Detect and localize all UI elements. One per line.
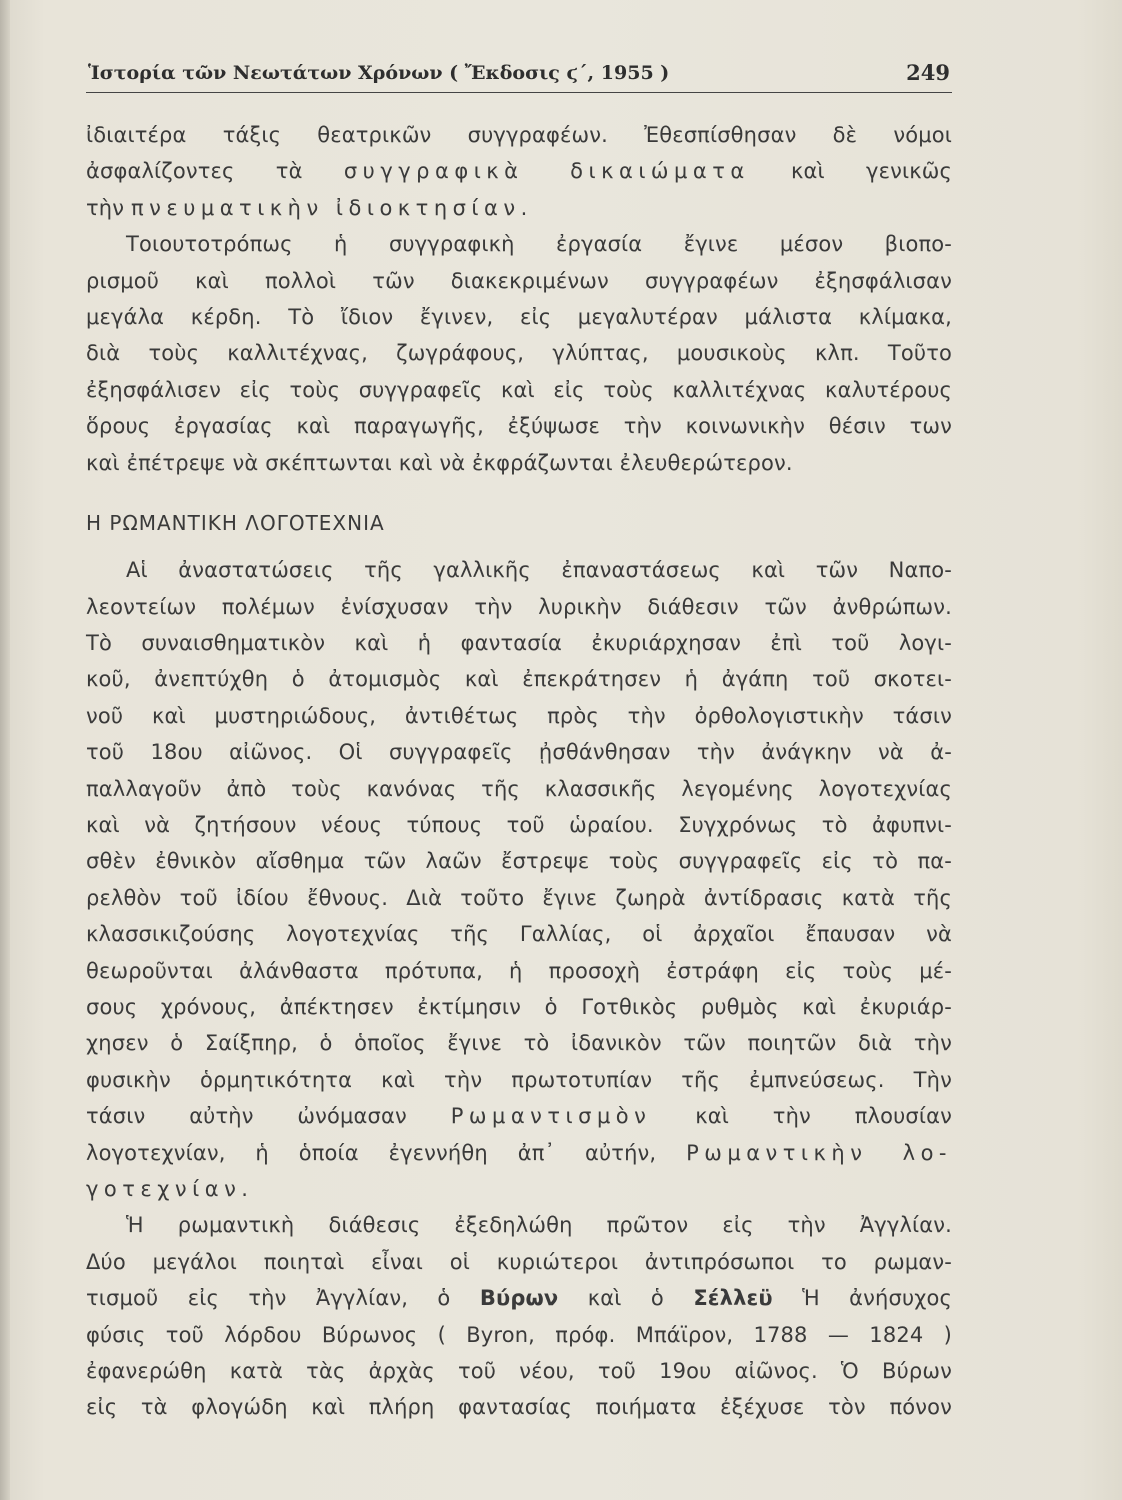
text-line: θεωροῦνται ἀλάνθαστα πρότυπα, ἡ προσοχὴ ἐστράφη εἰς τοὺς μέ- — [86, 958, 952, 983]
text-line: Δύο μεγάλοι ποιηταὶ εἶναι οἱ κυριώτεροι ἀντιπρόσωποι το ρωμαν- — [86, 1249, 952, 1274]
spaced-term: Ρωμαντισμὸν — [450, 1104, 652, 1129]
text-line: Τὸ συναισθηματικὸν καὶ ἡ φαντασία ἐκυριάρχησαν ἐπὶ τοῦ λογι- — [86, 631, 952, 656]
text-line — [86, 1171, 952, 1207]
page-binding-edge — [0, 0, 10, 1500]
text-line: ὅρους ἐργασίας καὶ παραγωγῆς, ἐξύψωσε τὴν κοινωνικὴν θέσιν των — [86, 414, 952, 439]
text-line: παλλαγοῦν ἀπὸ τοὺς κανόνας τῆς κλασσικῆς λεγομένης λογοτεχνίας — [86, 776, 952, 801]
bold-name: Βύρων — [479, 1286, 559, 1311]
text-line: καὶ νὰ ζητήσουν νέους τύπους τοῦ ὡραίου. Συγχρόνως τὸ ἀφυπνι- — [86, 813, 952, 838]
text-line: Ἡ ρωμαντικὴ διάθεσις ἐξεδηλώθη πρῶτον εἰς τὴν Ἀγγλίαν. — [126, 1213, 952, 1238]
text-line: Τοιουτοτρόπως ἡ συγγραφικὴ ἐργασία ἔγινε μέσον βιοπο- — [126, 232, 952, 257]
page-header — [86, 58, 952, 93]
text-line: ἐφανερώθη κατὰ τὰς ἀρχὰς τοῦ νέου, τοῦ 19ου αἰῶνος. Ὁ Βύρων — [86, 1358, 952, 1383]
text-line: τοῦ 18ου αἰῶνος. Οἱ συγγραφεῖς ᾐσθάνθησαν τὴν ἀνάγκην νὰ ἀ- — [86, 740, 952, 765]
text-line: καὶ ἐπέτρεψε νὰ σκέπτωνται καὶ νὰ ἐκφράζωνται ἐλευθερώτερον. — [86, 450, 793, 475]
text-line: φύσις τοῦ λόρδου Βύρωνος ( Byron, πρόφ. Μπάϊρον, 1788 — 1824 ) — [86, 1322, 952, 1347]
text-line: τάσιν αὐτὴν ὠνόμασαν Ρωμαντισμὸν καὶ τὴν πλουσίαν — [86, 1104, 952, 1129]
text-line: διὰ τοὺς καλλιτέχνας, ζωγράφους, γλύπτας, μουσικοὺς κλπ. Τοῦτο — [86, 341, 952, 366]
page-number: 249 — [906, 60, 950, 85]
text-line: κλασσικιζούσης λογοτεχνίας τῆς Γαλλίας, οἱ ἀρχαῖοι ἔπαυσαν νὰ — [86, 922, 952, 947]
spaced-term: Ρωμαντικὴν λο- — [686, 1140, 952, 1165]
text-line: ρελθὸν τοῦ ἰδίου ἔθνους. Διὰ τοῦτο ἔγινε ζωηρὰ ἀντίδρασις κατὰ τῆς — [86, 885, 952, 910]
section-heading: Η ΡΩΜΑΝΤΙΚΗ ΛΟΓΟΤΕΧΝΙΑ — [86, 510, 385, 535]
text-line: χησεν ὁ Σαίξπηρ, ὁ ὁποῖος ἔγινε τὸ ἰδανικὸν τῶν ποιητῶν διὰ τὴν — [86, 1031, 952, 1056]
text-line: ἀσφαλίζοντες τὰ συγγραφικὰ δικαιώματα καὶ γενικῶς — [86, 159, 953, 184]
text-line: Αἱ ἀναστατώσεις τῆς γαλλικῆς ἐπαναστάσεως καὶ τῶν Ναπο- — [126, 558, 952, 583]
running-title: Ἱστορία τῶν Νεωτάτων Χρόνων ( Ἔκδοσις ϛ΄, 1955 ) — [88, 62, 670, 84]
text-line: ἰδιαιτέρα τάξις θεατρικῶν συγγραφέων. Ἐθεσπίσθησαν δὲ νόμοι — [86, 123, 952, 147]
body-text — [86, 117, 952, 1426]
text-line: λογοτεχνίαν, ἡ ὁποία ἐγεννήθη ἀπ᾿ αὐτήν, Ρωμαντικὴν λο- — [86, 1140, 952, 1165]
text-line: εἰς τὰ φλογώδη καὶ πλήρη φαντασίας ποιήματα ἐξέχυσε τὸν πόνον — [86, 1395, 952, 1420]
text-line: λεοντείων πολέμων ἐνίσχυσαν τὴν λυρικὴν διάθεσιν τῶν ἀνθρώπων. — [86, 594, 952, 619]
text-line: σθὲν ἐθνικὸν αἴσθημα τῶν λαῶν ἔστρεψε τοὺς συγγραφεῖς εἰς τὸ πα- — [86, 849, 952, 874]
text-line: ρισμοῦ καὶ πολλοὶ τῶν διακεκριμένων συγγραφέων ἐξησφάλισαν — [86, 268, 952, 293]
text-line: φυσικὴν ὁρμητικότητα καὶ τὴν πρωτοτυπίαν τῆς ἐμπνεύσεως. Τὴν — [86, 1067, 952, 1092]
text-line: τὴν πνευματικὴν ἰδιοκτησίαν. — [86, 195, 533, 220]
bold-name: Σέλλεϋ — [693, 1286, 773, 1311]
text-line: νοῦ καὶ μυστηριώδους, ἀντιθέτως πρὸς τὴν ὀρθολογιστικὴν τάσιν — [86, 703, 952, 728]
text-line: σους χρόνους, ἀπέκτησεν ἐκτίμησιν ὁ Γοτθικὸς ρυθμὸς καὶ ἐκυριάρ- — [86, 994, 952, 1019]
text-line: κοῦ, ἀνεπτύχθη ὁ ἀτομισμὸς καὶ ἐπεκράτησεν ἡ ἀγάπη τοῦ σκοτει- — [86, 667, 952, 692]
spaced-term: πνευματικὴν ἰδιοκτησίαν. — [130, 195, 533, 220]
spaced-term: γοτεχνίαν. — [86, 1176, 254, 1201]
text-line: ἐξησφάλισεν εἰς τοὺς συγγραφεῖς καὶ εἰς τοὺς καλλιτέχνας καλυτέρους — [86, 377, 952, 402]
spaced-term: συγγραφικὰ δικαιώματα — [343, 159, 750, 184]
text-line: μεγάλα κέρδη. Τὸ ἴδιον ἔγινεν, εἰς μεγαλυτέραν μάλιστα κλίμακα, — [86, 304, 952, 329]
text-line: τισμοῦ εἰς τὴν Ἀγγλίαν, ὁ Βύρων καὶ ὁ Σέλλεϋ Ἡ ἀνήσυχος — [86, 1286, 953, 1311]
